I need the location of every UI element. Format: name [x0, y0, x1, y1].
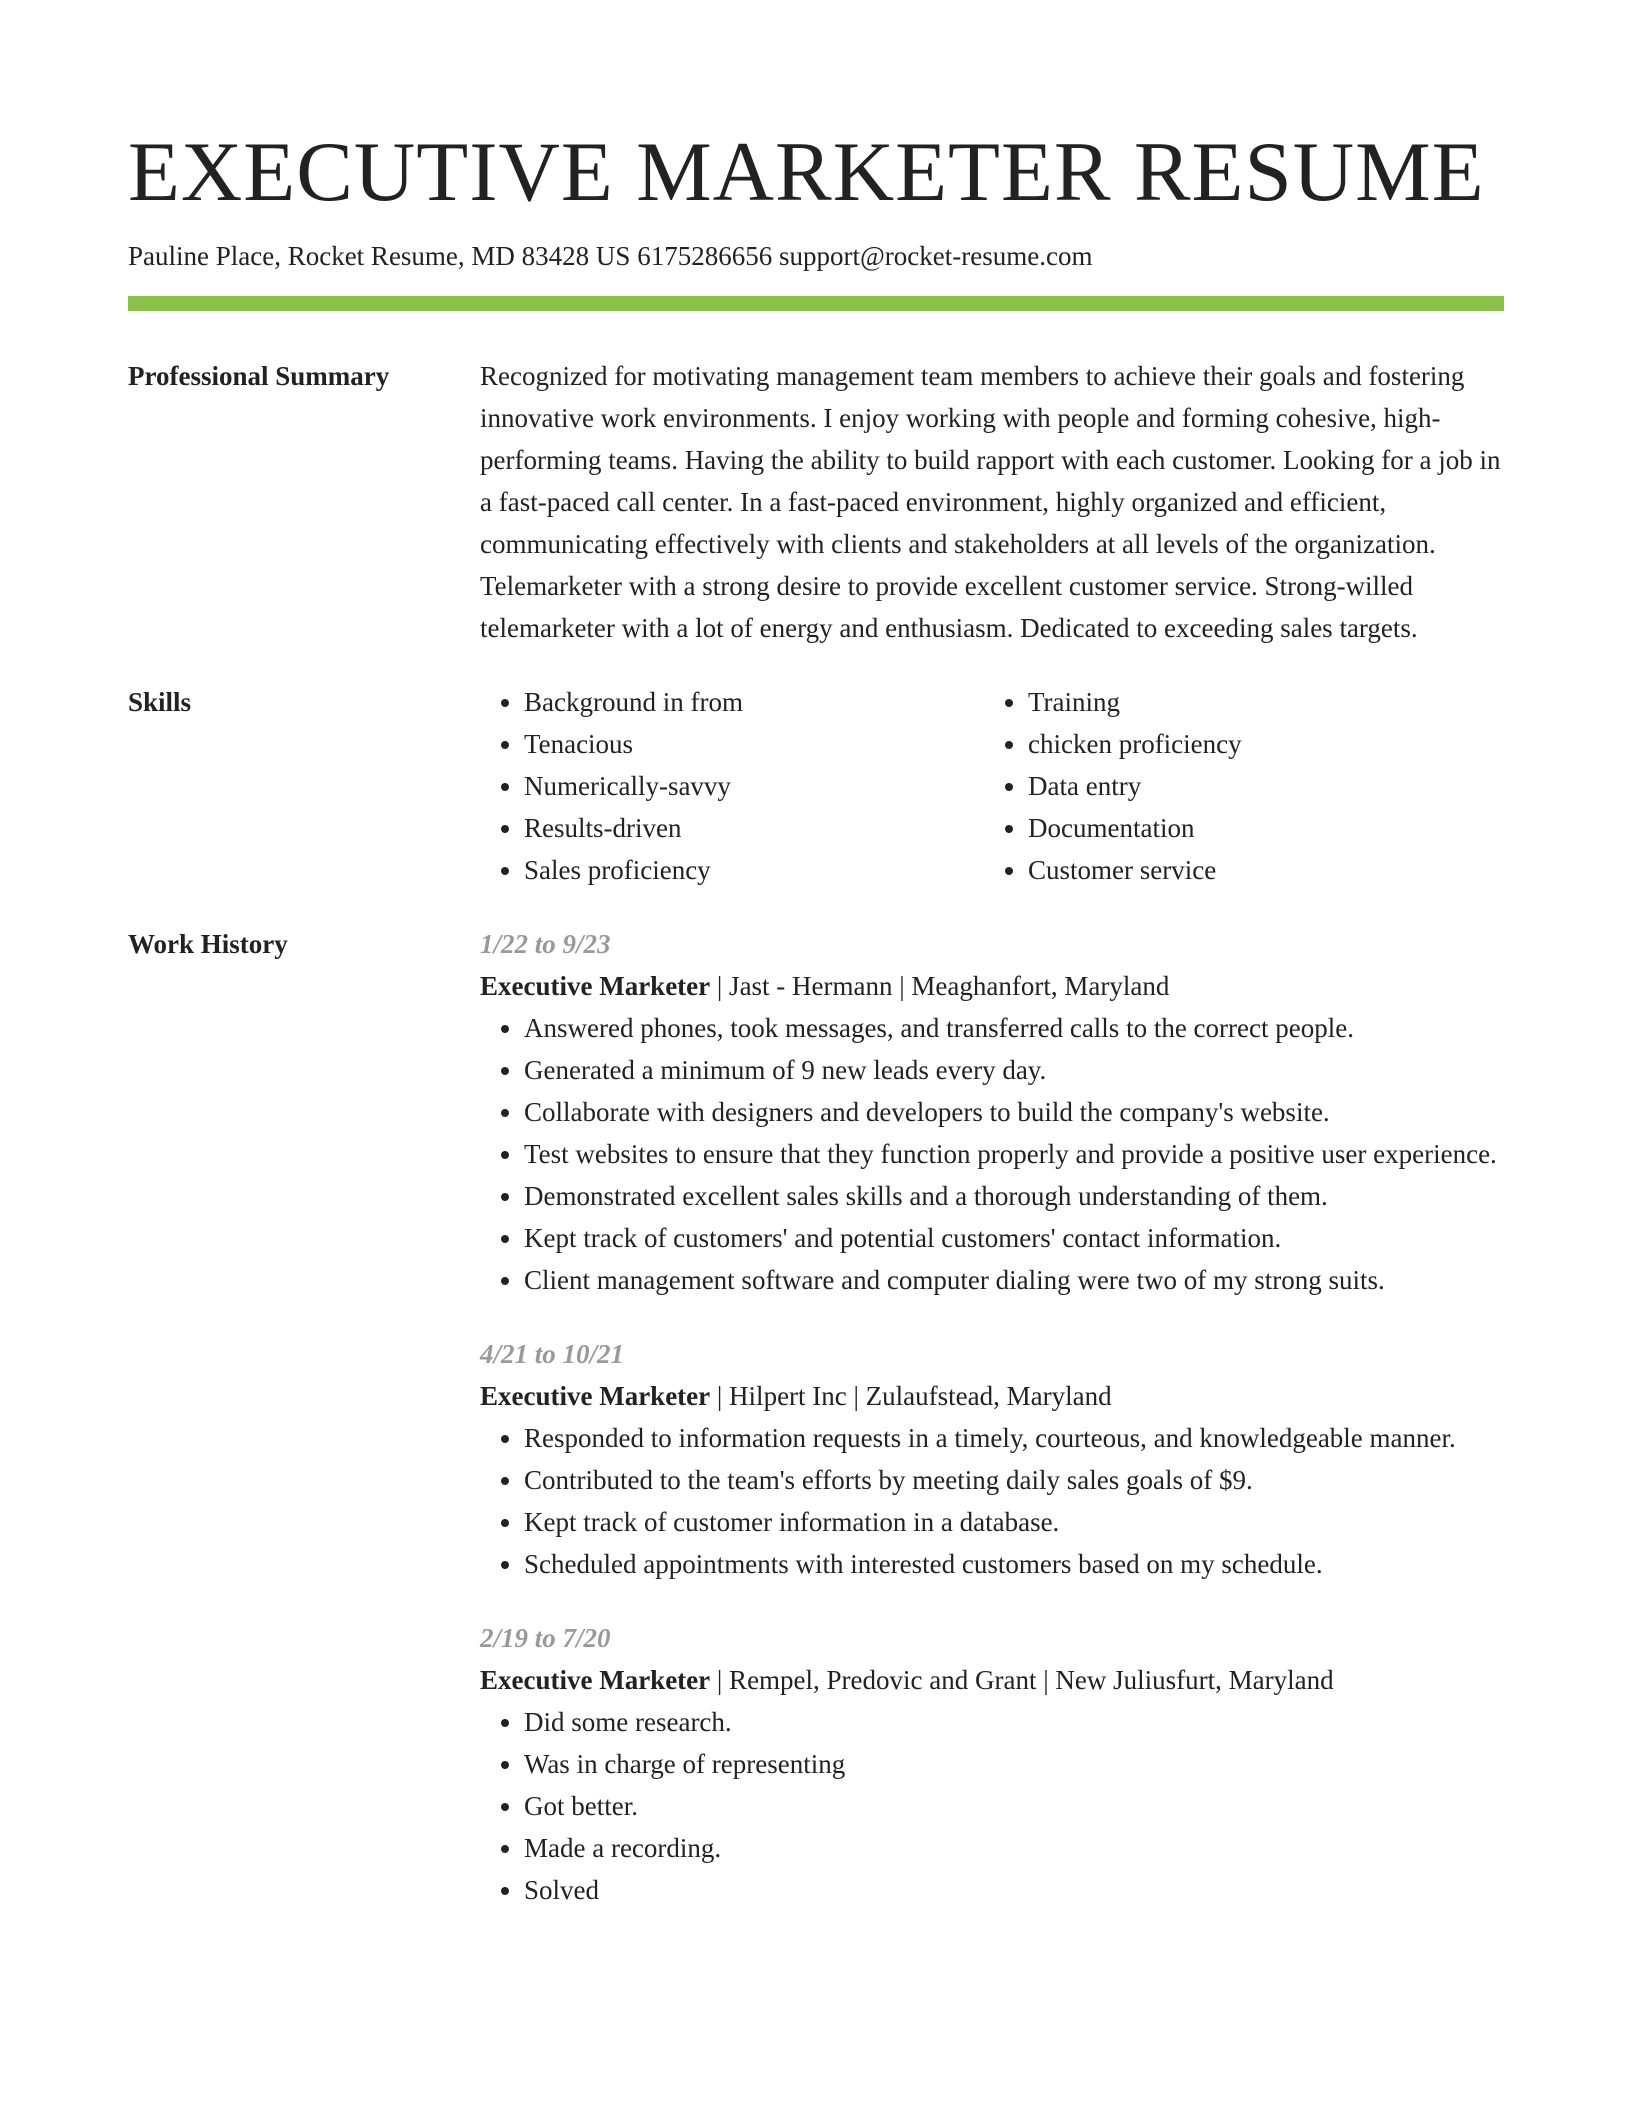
job-bullet: • Contributed to the team's efforts by meeting daily sales goals of $9. [524, 1459, 1504, 1501]
skill-item: • Sales proficiency [524, 849, 984, 891]
job-dates: 2/19 to 7/20 [480, 1623, 611, 1653]
job-bullet: • Client management software and computer dialing were two of my strong suits. [524, 1259, 1504, 1301]
job-entry [480, 1617, 1504, 1911]
job-bullet-list [480, 1417, 1504, 1585]
job-details: | Jast - Hermann | Meaghanfort, Maryland [710, 971, 1170, 1001]
summary-section [128, 355, 1504, 649]
job-bullet-list [480, 1007, 1504, 1301]
skill-item: • Documentation [1028, 807, 1488, 849]
job-title: Executive Marketer [480, 1381, 711, 1411]
accent-divider [128, 296, 1504, 311]
job-title: Executive Marketer [480, 971, 711, 1001]
skill-item: • Training [1028, 681, 1488, 723]
skill-item: • chicken proficiency [1028, 723, 1488, 765]
job-dates: 4/21 to 10/21 [480, 1339, 625, 1369]
skills-section [128, 681, 1504, 891]
contact-line: Pauline Place, Rocket Resume, MD 83428 US 6175286656 support@rocket-resume.com [128, 241, 1093, 271]
job-bullet: • Made a recording. [524, 1827, 1504, 1869]
job-bullet: • Demonstrated excellent sales skills and a thorough understanding of them. [524, 1175, 1504, 1217]
job-bullet: • Responded to information requests in a timely, courteous, and knowledgeable manner. [524, 1417, 1504, 1459]
summary-text: Recognized for motivating management team members to achieve their goals and fostering innovative work environments. I enjoy working with people and forming cohesive, high-performing teams. Having the ability to build rapport with each customer. Looking for a job in a fast-paced call center. In a fast-paced environment, highly organized and efficient, communicating effectively with clients and stakeholders at all levels of the organization. Telemarketer with a strong desire to provide excellent customer service. Strong-willed telemarketer with a lot of energy and enthusiasm. Dedicated to exceeding sales targets. [480, 361, 1501, 643]
skill-item: • Data entry [1028, 765, 1488, 807]
skill-item: • Tenacious [524, 723, 984, 765]
section-heading-skills: Skills [128, 687, 192, 717]
job-bullet: • Scheduled appointments with interested customers based on my schedule. [524, 1543, 1504, 1585]
job-details: | Rempel, Predovic and Grant | New Juliusfurt, Maryland [710, 1665, 1334, 1695]
job-entry [480, 923, 1504, 1301]
job-heading [480, 965, 1504, 1007]
job-bullet: • Kept track of customer information in a database. [524, 1501, 1504, 1543]
job-bullet: • Answered phones, took messages, and transferred calls to the correct people. [524, 1007, 1504, 1049]
job-bullet-list [480, 1701, 1504, 1911]
job-bullet: • Was in charge of representing [524, 1743, 1504, 1785]
resume-page [128, 124, 1504, 1911]
job-bullet: • Generated a minimum of 9 new leads every day. [524, 1049, 1504, 1091]
job-title: Executive Marketer [480, 1665, 711, 1695]
job-bullet: • Solved [524, 1869, 1504, 1911]
job-dates: 1/22 to 9/23 [480, 929, 611, 959]
job-bullet: • Got better. [524, 1785, 1504, 1827]
section-heading-summary: Professional Summary [128, 361, 390, 391]
job-entry [480, 1333, 1504, 1585]
resume-title: EXECUTIVE MARKETER RESUME [128, 125, 1485, 219]
job-details: | Hilpert Inc | Zulaufstead, Maryland [710, 1381, 1112, 1411]
job-bullet: • Did some research. [524, 1701, 1504, 1743]
job-bullet: • Kept track of customers' and potential customers' contact information. [524, 1217, 1504, 1259]
job-bullet: • Collaborate with designers and developers to build the company's website. [524, 1091, 1504, 1133]
skill-item: • Background in from [524, 681, 984, 723]
section-heading-work-history: Work History [128, 929, 288, 959]
skills-list-right [984, 681, 1488, 891]
job-bullet: • Test websites to ensure that they function properly and provide a positive user experience. [524, 1133, 1504, 1175]
skills-list-left [480, 681, 984, 891]
work-history-section [128, 923, 1504, 1911]
skill-item: • Results-driven [524, 807, 984, 849]
skill-item: • Numerically-savvy [524, 765, 984, 807]
job-heading [480, 1375, 1504, 1417]
skill-item: • Customer service [1028, 849, 1488, 891]
job-heading [480, 1659, 1504, 1701]
